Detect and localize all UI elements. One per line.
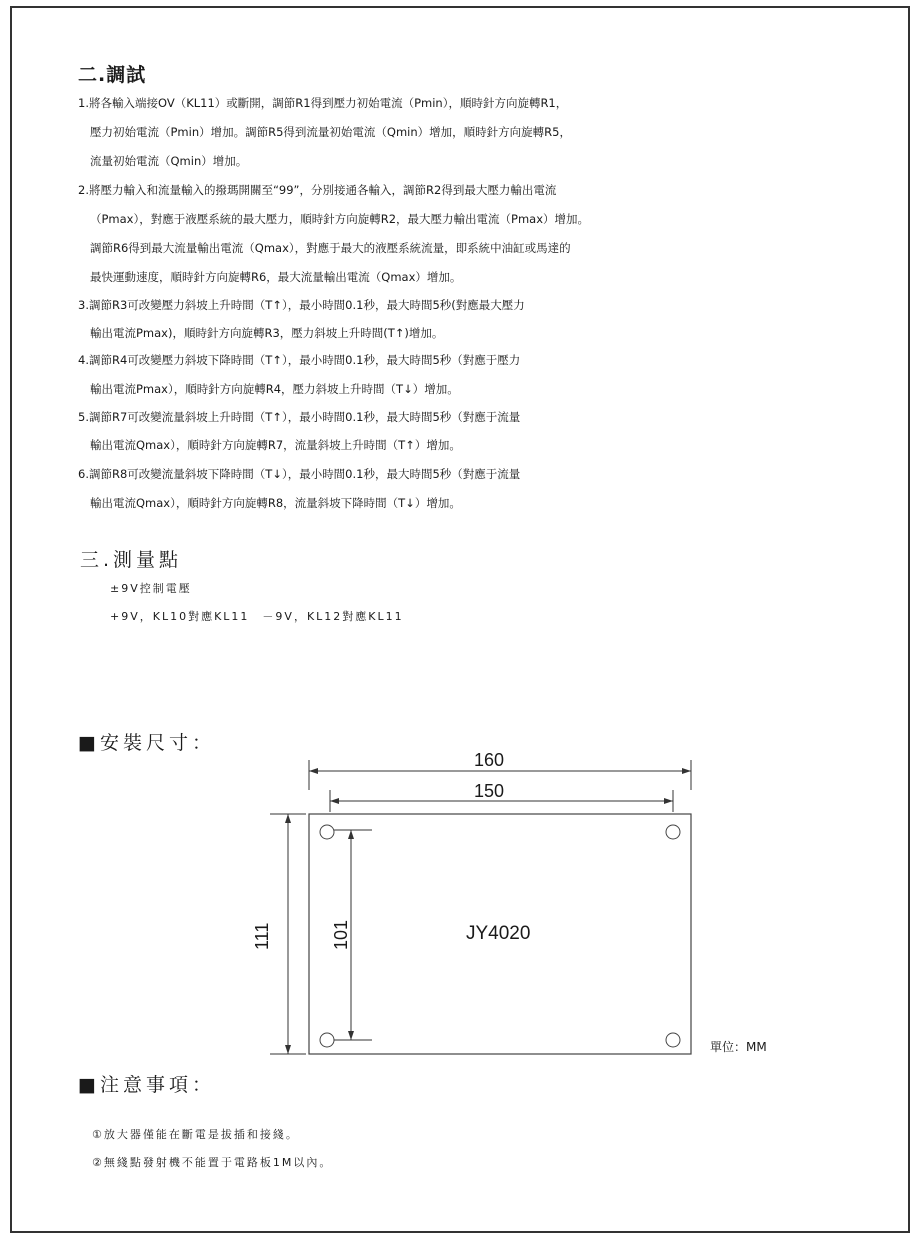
unit-label: 單位：MM	[710, 1040, 767, 1054]
section-heading-notes: ■注意事項：	[78, 1074, 215, 1096]
text-line: 輸出電流Pmax)，順時針方向旋轉R3，壓力斜坡上升時間(T↑)增加。	[90, 326, 444, 340]
text-line: 輸出電流Qmax），順時針方向旋轉R7，流量斜坡上升時間（T↑）增加。	[90, 438, 461, 452]
note-item: ②無綫點發射機不能置于電路板1M以內。	[92, 1156, 333, 1169]
dimension-outer-width: 160	[474, 750, 505, 770]
text-line: 輸出電流Pmax），順時針方向旋轉R4，壓力斜坡上升時間（T↓）增加。	[90, 382, 459, 396]
text-line: 壓力初始電流（Pmin）增加。調節R5得到流量初始電流（Qmin）增加，順時針方向旋轉R5，	[90, 125, 571, 139]
text-line: 調節R6得到最大流量輸出電流（Qmax），對應于最大的液壓系統流量，即系統中油缸或馬達的	[90, 241, 571, 255]
section-heading-install-size: ■安裝尺寸：	[78, 732, 215, 754]
text-line: 1.將各輸入端接OV（KL11）或斷開，調節R1得到壓力初始電流（Pmin），順時針方向旋轉R1，	[78, 96, 568, 110]
dimension-inner-height: 101	[331, 919, 351, 950]
dimension-inner-width: 150	[474, 781, 505, 801]
text-line: 2.將壓力輸入和流量輸入的撥瑪開關至“99”，分別接通各輸入，調節R2得到最大壓力輸出電流	[78, 183, 557, 197]
text-line: 4.調節R4可改變壓力斜坡下降時間（T↑），最小時間0.1秒，最大時間5秒（對應于壓力	[78, 353, 521, 367]
text-line: 最快運動速度，順時針方向旋轉R6，最大流量輸出電流（Qmax）增加。	[90, 270, 462, 284]
text-line: 3.調節R3可改變壓力斜坡上升時間（T↑），最小時間0.1秒，最大時間5秒(對應最大壓力	[78, 298, 525, 312]
text-line: 輸出電流Qmax），順時針方向旋轉R8，流量斜坡下降時間（T↓）增加。	[90, 496, 461, 510]
dimension-outer-height: 111	[252, 922, 272, 950]
section-heading-measure-points: 三.測量點	[80, 549, 183, 571]
control-voltage-label: ±9V控制電壓	[110, 582, 192, 595]
voltage-mapping-text: +9V，KL10對應KL11 －9V，KL12對應KL11	[110, 610, 404, 623]
board-model-label: JY4020	[466, 923, 531, 944]
note-item: ①放大器僅能在斷電是拔插和接綫。	[92, 1128, 299, 1141]
text-line: 流量初始電流（Qmin）增加。	[90, 154, 248, 168]
section-heading-debug: 二.調試	[78, 64, 147, 86]
text-line: 5.調節R7可改變流量斜坡上升時間（T↑），最小時間0.1秒，最大時間5秒（對應于流量	[78, 410, 521, 424]
text-line: （Pmax），對應于液壓系統的最大壓力，順時針方向旋轉R2，最大壓力輸出電流（Pmax）增加。	[90, 212, 590, 226]
text-line: 6.調節R8可改變流量斜坡下降時間（T↓），最小時間0.1秒，最大時間5秒（對應于流量	[78, 467, 521, 481]
